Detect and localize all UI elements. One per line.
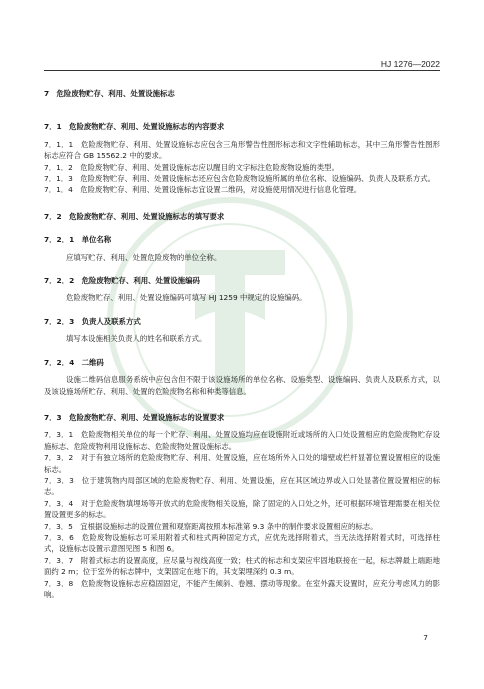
- section-7-3-title: 7．3 危险废物贮存、利用、处置设施标志的设置要求: [44, 412, 225, 422]
- section-7-1-title: 7．1 危险废物贮存、利用、处置设施标志的内容要求: [44, 122, 225, 132]
- clause-7-2-2-body: 危险废物贮存、利用、处置设施编码可填写 HJ 1259 中规定的设施编码。: [66, 293, 307, 303]
- clause-7-1-2: 7．1．2 危险废物贮存、利用、处置设施标志应以醒目的文字标注危险废物设施的类型。: [44, 162, 339, 172]
- clause-7-2-1-body: 应填写贮存、利用、处置危险废物的单位全称。: [66, 252, 222, 262]
- clause-7-1-1: 7．1．1 危险废物贮存、利用、处置设施标志应包含三角形警告性图形标志和文字性辅助标志，其中三角形警告性图形标志应符合 GB 15562.2 中的要求。: [44, 139, 440, 161]
- clause-7-2-1-heading: 7．2．1 单位名称: [44, 235, 112, 245]
- section-7-2-title: 7．2 危险废物贮存、利用、处置设施标志的填写要求: [44, 211, 225, 221]
- clause-7-2-3-body: 填写本设施相关负责人的姓名和联系方式。: [66, 334, 207, 344]
- clause-7-2-3-heading: 7．2．3 负责人及联系方式: [44, 316, 141, 326]
- clause-7-1-3: 7．1．3 危险废物贮存、利用、处置设施标志还应包含危险废物设施所属的单位名称、设施编码、负责人及联系方式。: [44, 174, 436, 184]
- clause-7-1-4: 7．1．4 危险废物贮存、利用、处置设施标志宜设置二维码，对设施使用情况进行信息化管理。: [44, 185, 362, 195]
- clause-7-3-4: 7．3．4 对于危险废物填埋场等开放式的危险废物相关设施，除了固定的入口处之外，还可根据环境管理需要在相关位置设置更多的标志。: [44, 498, 440, 520]
- standard-code: HJ 1276—2022: [380, 59, 440, 69]
- page-number: 7: [423, 633, 428, 642]
- document-content: [44, 88, 440, 600]
- clause-7-2-4-heading: 7．2．4 二维码: [44, 357, 104, 367]
- section-7-title: 7 危险废物贮存、利用、处置设施标志: [44, 89, 175, 98]
- clause-7-3-5: 7．3．5 宜根据设施标志的设置位置和观察距离按照本标准第 9.3 条中的制作要求设置相应的标志。: [44, 521, 378, 531]
- clause-7-3-3: 7．3．3 位于建筑物内局部区域的危险废物贮存、利用、处置设施，应在其区域边界或入口处显著位置设置相应的标志。: [44, 475, 440, 497]
- clause-7-3-2: 7．3．2 对于有独立场所的危险废物贮存、利用、处置设施，应在场所外入口处的墙壁或栏杆显著位置设置相应的设施标志。: [44, 453, 440, 474]
- clause-7-3-8: 7．3．8 危险废物设施标志应稳固固定，不能产生倾斜、卷翘、摆动等现象。在室外露天设置时，应充分考虑风力的影响。: [44, 578, 440, 599]
- clause-7-2-4-body: 设施二维码信息服务系统中应包含但不限于该设施场所的单位名称、设施类型、设施编码、负责人及联系方式，以及该设施场所贮存、利用、处置的危险废物名称和种类等信息。: [44, 375, 440, 396]
- clause-7-3-6: 7．3．6 危险废物设施标志可采用附着式和柱式两种固定方式，应优先选择附着式，当无法选择附着式时，可选择柱式，设施标志设置示意图见图 5 和图 6。: [44, 532, 440, 554]
- clause-7-3-7: 7．3．7 附着式标志的设置高度，应尽量与视线高度一致；柱式的标志和支架应牢固地联接在一起，标志牌最上端距地面约 2 m；位于室外的标志牌中，支架固定在地下的，其支架埋深约 0.3 m。: [44, 555, 440, 577]
- clause-7-2-2-heading: 7．2．2 危险废物贮存、利用、处置设施编码: [44, 276, 200, 286]
- header-rule: [44, 70, 440, 71]
- clause-7-3-1: 7．3．1 危险废物相关单位的每一个贮存、利用、处置设施均应在设施附近或场所的入口处设置相应的危险废物贮存设施标志、危险废物利用设施标志、危险废物处置设施标志。: [44, 430, 440, 451]
